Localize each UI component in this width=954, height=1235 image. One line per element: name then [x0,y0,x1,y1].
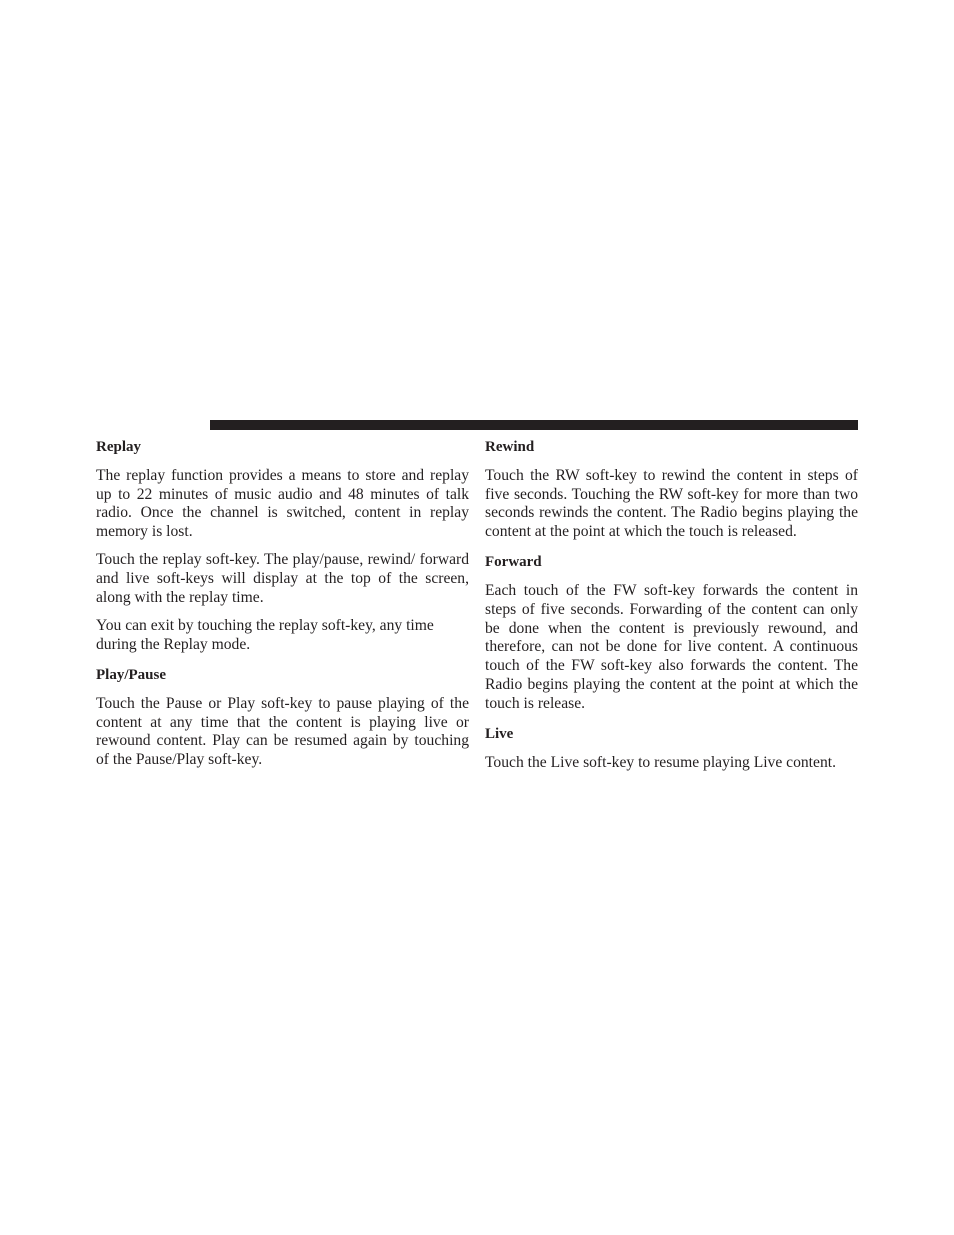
live-section [485,723,858,773]
replay-paragraph: The replay function provides a means to store and replay up to 22 minutes of music audio and 48 minutes of talk radio. Once the channel is switched, content in replay memory is lost. [96,467,469,541]
replay-section [96,436,469,654]
rewind-section [485,436,858,542]
rewind-heading: Rewind [485,439,535,455]
left-column [96,436,469,779]
rewind-paragraph: Touch the RW soft-key to rewind the content in steps of five seconds. Touching the RW soft-key for more than two seconds rewinds the content. The Radio begins playing the content at the point at which the touch is released. [485,467,858,541]
play-pause-heading: Play/Pause [96,666,166,683]
forward-paragraph: Each touch of the FW soft-key forwards the content in steps of five seconds. Forwarding of the content can only be done when the content is previously rewound, and therefore, can not be done for live content. A continuous touch of the FW soft-key also forwards the content. The Radio begins playing the content at the point at which the touch is release. [485,582,858,712]
right-column [485,436,858,782]
replay-paragraph: Touch the replay soft-key. The play/pause, rewind/ forward and live soft-keys will display at the top of the screen, along with the replay time. [96,551,469,606]
play-pause-paragraph: Touch the Pause or Play soft-key to pause playing of the content at any time that the content is playing live or rewound content. Play can be resumed again by touching of the Pause/Play soft-key. [96,694,469,768]
forward-heading: Forward [485,554,542,571]
replay-heading: Replay [96,439,141,455]
play-pause-section [96,664,469,770]
forward-section [485,551,858,713]
live-heading: Live [485,725,514,742]
replay-paragraph: You can exit by touching the replay soft-key, any time during the Replay mode. [96,616,434,653]
live-paragraph: Touch the Live soft-key to resume playing Live content. [485,753,836,771]
section-header-rule [210,420,858,430]
